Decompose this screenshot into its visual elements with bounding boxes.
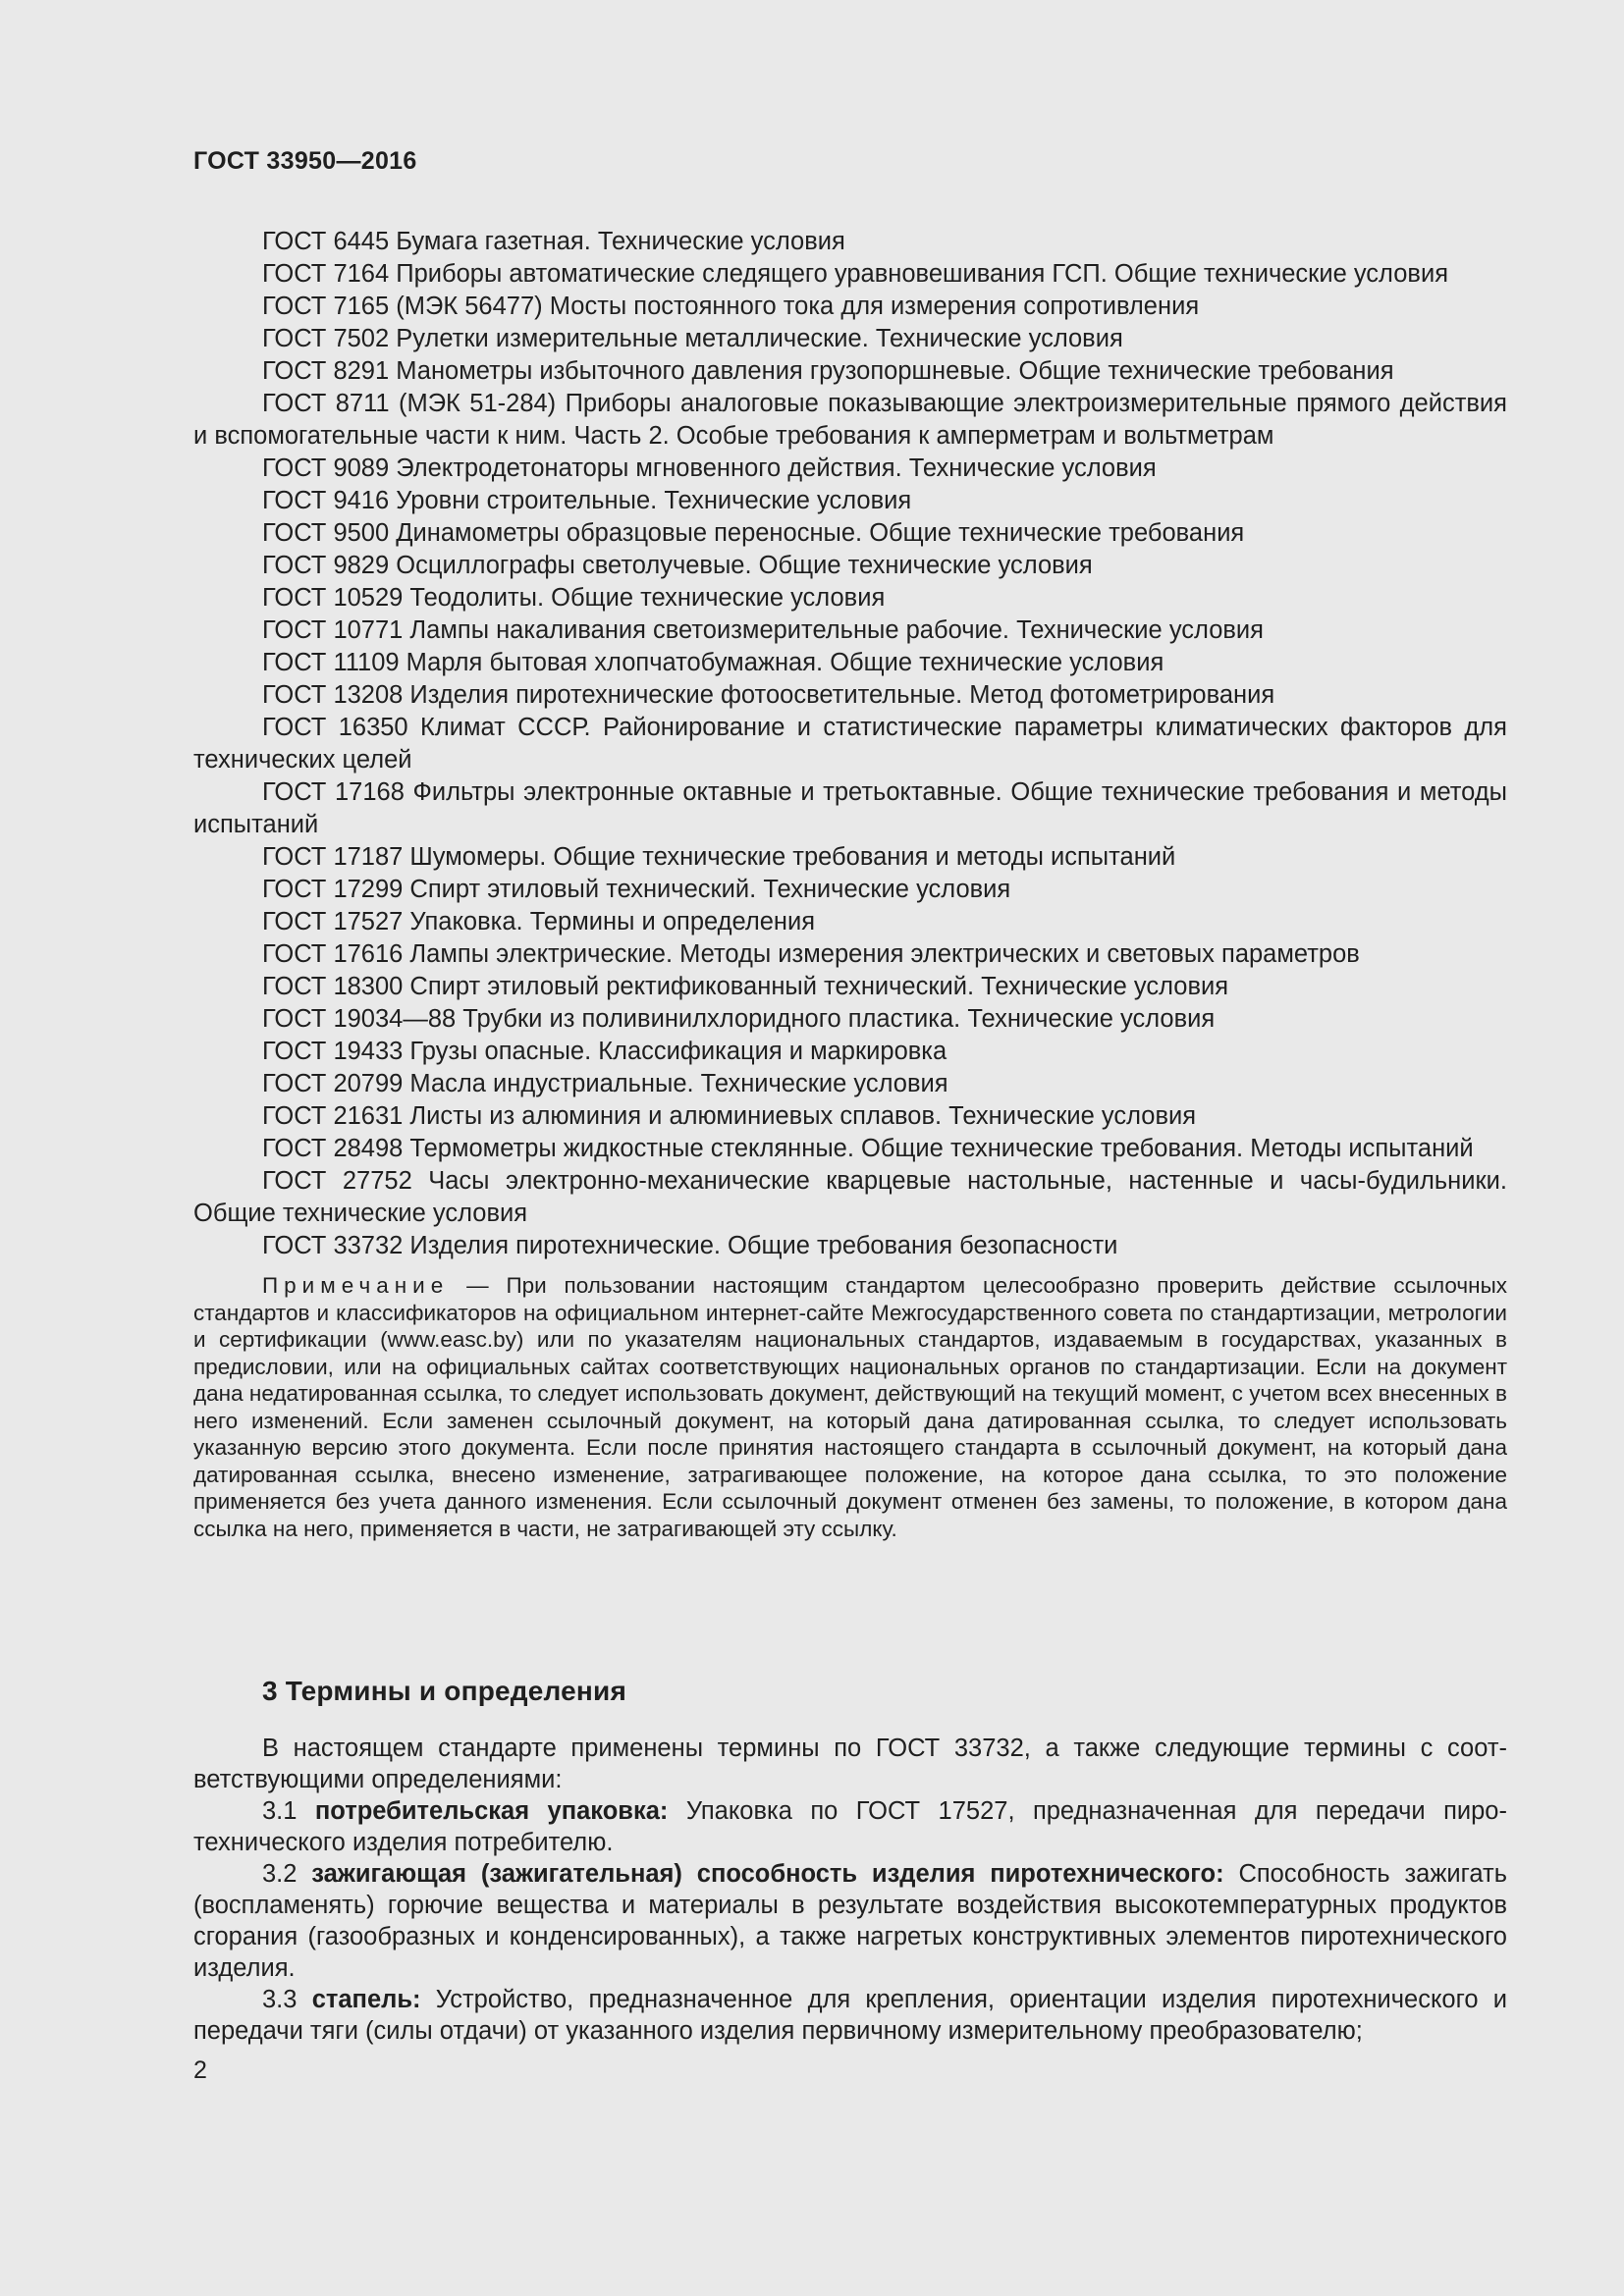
term-text: Упаковка по ГОСТ 17527, предназначенная для передачи пиротехнического изделия потребителю. xyxy=(193,1797,1507,1856)
reference-item: ГОСТ 27752 Часы электронно-механические кварцевые настольные, настенные и часы-будильники. Общие технические условия xyxy=(193,1167,1507,1227)
document-header: ГОСТ 33950—2016 xyxy=(193,147,417,175)
reference-item: ГОСТ 19433 Грузы опасные. Классификация и маркировка xyxy=(262,1038,947,1065)
note-paragraph xyxy=(193,1272,1507,1542)
term-name: зажигающая (зажигательная) способность изделия пиротехнического: xyxy=(311,1860,1224,1888)
reference-item: ГОСТ 17299 Спирт этиловый технический. Технические условия xyxy=(262,876,1011,903)
reference-item: ГОСТ 33732 Изделия пиротехнические. Общие требования безопасности xyxy=(262,1232,1118,1259)
reference-item: ГОСТ 9500 Динамометры образцовые переносные. Общие технические требования xyxy=(262,519,1245,547)
reference-item: ГОСТ 10771 Лампы накаливания светоизмерительные рабочие. Технические условия xyxy=(262,616,1264,644)
reference-item: ГОСТ 8711 (МЭК 51-284) Приборы аналоговые показывающие электроизмерительные прямого действия и вспомогательные части к ним. Часть 2. Особые требования к амперметрам и вольтметрам xyxy=(193,390,1507,450)
term-number: 3.3 xyxy=(262,1986,312,2013)
reference-item: ГОСТ 17187 Шумомеры. Общие технические требования и методы испытаний xyxy=(262,843,1176,871)
reference-item: ГОСТ 18300 Спирт этиловый ректификованный технический. Технические условия xyxy=(262,973,1229,1000)
reference-item: ГОСТ 16350 Климат СССР. Районирование и статистические параметры климатических факторов для технических целей xyxy=(193,714,1507,774)
term-definition xyxy=(193,1858,1507,1984)
note-label: Примечание xyxy=(262,1273,450,1298)
section-intro: В настоящем стандарте применены термины по ГОСТ 33732, а также следующие термины с соответствующими определениями: xyxy=(193,1735,1507,1793)
reference-item: ГОСТ 9089 Электродетонаторы мгновенного действия. Технические условия xyxy=(262,454,1157,482)
reference-item: ГОСТ 13208 Изделия пиротехнические фотоосветительные. Метод фотометрирования xyxy=(262,681,1275,709)
page-number: 2 xyxy=(193,2056,207,2084)
reference-item: ГОСТ 11109 Марля бытовая хлопчатобумажная. Общие технические условия xyxy=(262,649,1164,676)
term-text: Устройство, предназначенное для крепления, ориентации изделия пиротехнического и передачи тяги (силы отдачи) от указанного изделия первичному измерительному преобразователю; xyxy=(193,1986,1507,2045)
term-name: стапель: xyxy=(311,1986,421,2013)
reference-item: ГОСТ 19034—88 Трубки из поливинилхлоридного пластика. Технические условия xyxy=(262,1005,1216,1033)
reference-item: ГОСТ 8291 Манометры избыточного давления грузопоршневые. Общие технические требования xyxy=(262,357,1394,385)
reference-item: ГОСТ 17168 Фильтры электронные октавные и третьоктавные. Общие технические требования и методы испытаний xyxy=(193,778,1507,838)
term-text: Способность зажигать (воспламенять) горючие вещества и материалы в результате воздействия высокотемпературных продуктов сгорания (газообразных и конденсированных), а также нагретых конструктивных элементов пиротехнического изделия. xyxy=(193,1860,1507,1982)
term-definition xyxy=(193,1795,1507,1858)
term-definition xyxy=(193,1984,1507,2047)
section-terms xyxy=(193,1676,1507,2047)
reference-item: ГОСТ 10529 Теодолиты. Общие технические условия xyxy=(262,584,886,612)
reference-item: ГОСТ 6445 Бумага газетная. Технические условия xyxy=(262,228,845,255)
section-title: 3 Термины и определения xyxy=(262,1676,626,1706)
reference-item: ГОСТ 20799 Масла индустриальные. Технические условия xyxy=(262,1070,948,1097)
reference-item: ГОСТ 21631 Листы из алюминия и алюминиевых сплавов. Технические условия xyxy=(262,1102,1197,1130)
term-name: потребительская упаковка: xyxy=(314,1797,669,1825)
reference-item: ГОСТ 17527 Упаковка. Термины и определения xyxy=(262,908,816,935)
reference-item: ГОСТ 7165 (МЭК 56477) Мосты постоянного тока для измерения сопротивления xyxy=(262,293,1200,320)
reference-item: ГОСТ 7502 Рулетки измерительные металлические. Технические условия xyxy=(262,325,1123,352)
reference-item: ГОСТ 9829 Осциллографы светолучевые. Общие технические условия xyxy=(262,552,1093,579)
reference-item: ГОСТ 17616 Лампы электрические. Методы измерения электрических и световых параметров xyxy=(262,940,1360,968)
references-list xyxy=(193,226,1507,1542)
note-text: — При пользовании настоящим стандартом целесообразно проверить действие ссылочных стандартов и классификаторов на официальном интернет-сайте Межгосударственного совета по стандартизации, метрологии и сертификации (www.easc.by) или по указателям национальных стандартов, издаваемым в государствах, указанных в предисловии, или на официальных сайтах соответствующих национальных органов по стандартизации. Если на документ дана недатированная ссылка, то следует использовать документ, действующий на текущий момент, с учетом всех внесенных в него изменений. Если заменен ссылочный документ, на который дана датированная ссылка, то следует использовать указанную версию этого документа. Если после принятия настоящего стандарта в ссылочный документ, на который дана датированная ссылка, внесено изменение, затрагивающее положение, на которое дана ссылка, то это положение применяется без учета данного изменения. Если ссылочный документ отменен без замены, то положение, в котором дана ссылка на него, применяется в части, не затрагивающей эту ссылку. xyxy=(193,1273,1507,1541)
reference-item: ГОСТ 9416 Уровни строительные. Технические условия xyxy=(262,487,912,514)
reference-item: ГОСТ 28498 Термометры жидкостные стеклянные. Общие технические требования. Методы испытаний xyxy=(262,1135,1474,1162)
term-number: 3.2 xyxy=(262,1860,312,1888)
reference-item: ГОСТ 7164 Приборы автоматические следящего уравновешивания ГСП. Общие технические условия xyxy=(262,260,1449,288)
term-number: 3.1 xyxy=(262,1797,315,1825)
